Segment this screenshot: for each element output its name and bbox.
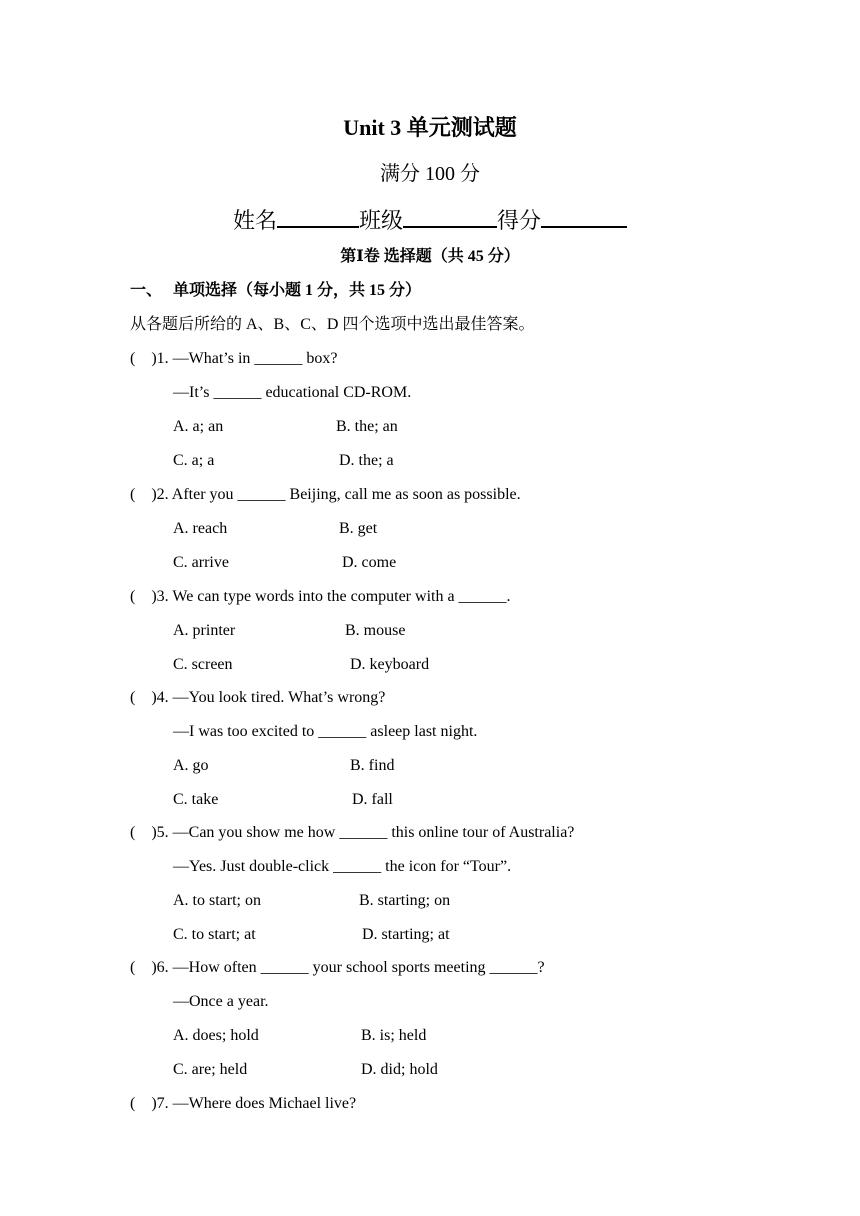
question-4-option-c: C. take	[173, 791, 219, 808]
question-2-option-a: A. reach	[173, 520, 228, 537]
exam-title: Unit 3 单元测试题	[343, 115, 517, 140]
section-heading: 单项选择（每小题 1 分，共 15 分）	[173, 282, 422, 299]
question-2-option-b: B. get	[339, 520, 378, 537]
question-5-response: —Yes. Just double-click ______ the icon for “Tour”.	[173, 858, 512, 875]
question-2-option-d: D. come	[342, 554, 397, 571]
name-label: 姓名	[232, 208, 277, 233]
class-label: 班级	[358, 208, 403, 233]
question-6-response: —Once a year.	[173, 993, 269, 1010]
part-title: 第Ⅰ卷 选择题（共 45 分）	[340, 248, 520, 265]
question-3-option-b: B. mouse	[345, 622, 406, 639]
student-info-row	[0, 202, 860, 237]
question-3-option-c: C. screen	[173, 656, 233, 673]
question-3-option-a: A. printer	[173, 622, 236, 639]
question-4-option-d: D. fall	[352, 791, 393, 808]
full-score: 满分 100 分	[380, 163, 480, 185]
section-instruction: 从各题后所给的 A、B、C、D 四个选项中选出最佳答案。	[130, 316, 535, 333]
score-label: 得分	[497, 208, 542, 233]
question-6-option-b: B. is; held	[361, 1027, 427, 1044]
question-1-option-a: A. a; an	[173, 418, 224, 435]
question-2-option-c: C. arrive	[173, 554, 229, 571]
score-blank	[541, 202, 627, 228]
question-4-option-a: A. go	[173, 757, 209, 774]
name-blank	[277, 202, 359, 228]
question-6-stem: ( )6. —How often ______ your school sports meeting ______?	[130, 959, 545, 976]
question-6-option-d: D. did; hold	[361, 1061, 438, 1078]
question-1-option-d: D. the; a	[339, 452, 394, 469]
question-5-option-c: C. to start; at	[173, 926, 256, 943]
question-1-option-c: C. a; a	[173, 452, 215, 469]
question-5-option-a: A. to start; on	[173, 892, 261, 909]
question-3-stem: ( )3. We can type words into the computer with a ______.	[130, 588, 511, 605]
question-4-option-b: B. find	[350, 757, 395, 774]
question-3-option-d: D. keyboard	[350, 656, 430, 673]
question-4-stem: ( )4. —You look tired. What’s wrong?	[130, 689, 386, 706]
section-heading-number: 一、	[130, 282, 163, 299]
question-5-stem: ( )5. —Can you show me how ______ this online tour of Australia?	[130, 824, 575, 841]
question-6-option-a: A. does; hold	[173, 1027, 259, 1044]
question-5-option-d: D. starting; at	[362, 926, 450, 943]
question-5-option-b: B. starting; on	[359, 892, 451, 909]
question-1-option-b: B. the; an	[336, 418, 398, 435]
class-blank	[403, 202, 497, 228]
question-1-stem: ( )1. —What’s in ______ box?	[130, 350, 338, 367]
question-1-response: —It’s ______ educational CD-ROM.	[173, 384, 412, 401]
question-4-response: —I was too excited to ______ asleep last night.	[173, 723, 478, 740]
question-2-stem: ( )2. After you ______ Beijing, call me as soon as possible.	[130, 486, 521, 503]
question-7-stem: ( )7. —Where does Michael live?	[130, 1095, 357, 1112]
question-6-option-c: C. are; held	[173, 1061, 248, 1078]
